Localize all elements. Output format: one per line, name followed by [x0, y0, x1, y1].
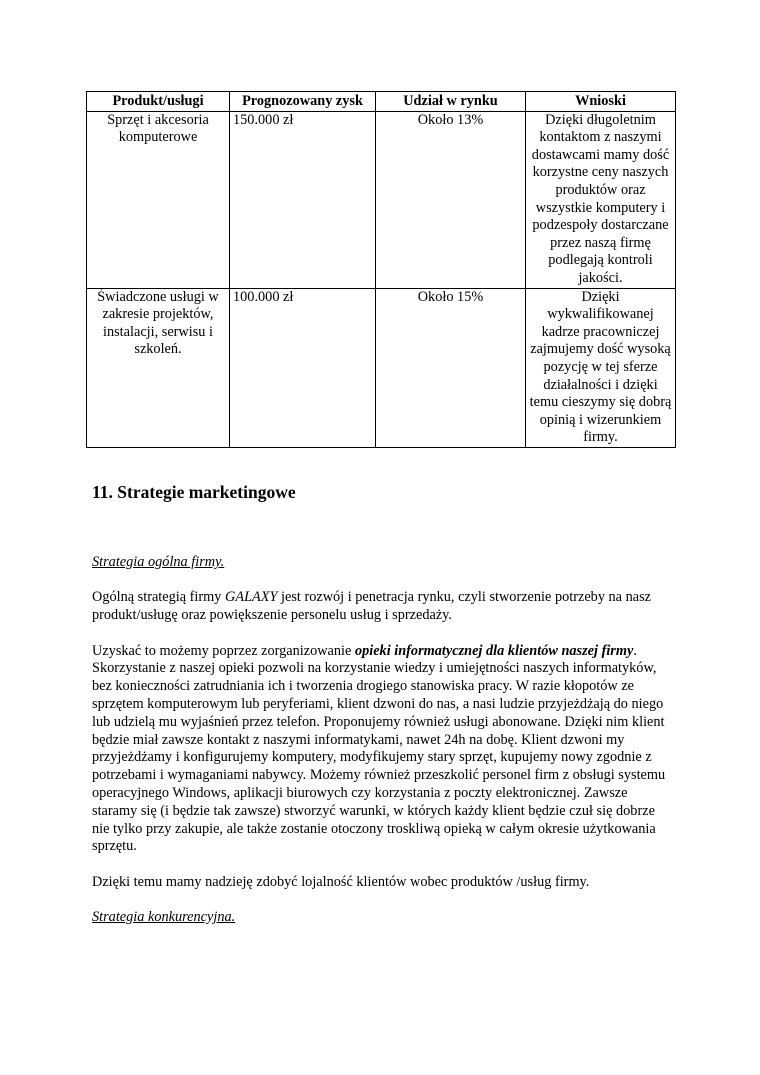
- cell-conclusion: Dzięki długoletnim kontaktom z naszymi dostawcami mamy dość korzystne ceny naszych produktów oraz wszystkie komputery i podzespoły dostarczane przez naszą firmę podlegają kontroli jakości.: [526, 111, 676, 288]
- cell-profit: 150.000 zł: [230, 111, 376, 288]
- brand-name: GALAXY: [225, 589, 278, 606]
- subheading-competitive-strategy: Strategia konkurencyjna.: [92, 909, 236, 926]
- paragraph-general-strategy: Ogólną strategią firmy GALAXY jest rozwój i penetracja rynku, czyli stworzenie potrzeby na nasz produkt/usługę oraz powiększenie personelu usług i sprzedaży.: [92, 589, 652, 624]
- header-conclusions: Wnioski: [526, 92, 676, 112]
- paragraph-loyalty: Dzięki temu mamy nadzieję zdobyć lojalność klientów wobec produktów /usług firmy.: [92, 873, 590, 890]
- table-row: [87, 111, 676, 288]
- cell-product: Sprzęt i akcesoria komputerowe: [87, 111, 230, 288]
- header-share: Udział w rynku: [376, 92, 526, 112]
- cell-product: Świadczone usługi w zakresie projektów, instalacji, serwisu i szkoleń.: [87, 288, 230, 447]
- table-header-row: [87, 92, 676, 112]
- section-heading: 11. Strategie marketingowe: [92, 482, 296, 502]
- paragraph-it-care: Uzyskać to możemy poprzez zorganizowanie opieki informatycznej dla klientów naszej firmy. Skorzystanie z naszej opieki pozwoli na korzystanie wiedzy i umiejętności naszych informatyków, bez konieczności zatrudniania ich i tworzenia drogiego stanowiska pracy. W razie kłopotów ze sprzętem komputerowym lub peryferiami, klient dzwoni do nas, a nasi ludzie przyjeżdżają do niego lub udzielą mu wyjaśnień przez telefon. Proponujemy również usługi abonowane. Dzięki nim klient będzie miał zawsze kontakt z naszymi informatykami, nawet 24h na dobę. Klient dzwoni my przyjeżdżamy i konfigurujemy komputery, modyfikujemy stary sprzęt, kupujemy nowy zgodnie z potrzebami i wymaganiami nabywcy. Możemy również przeszkolić personel firm z obsługi systemu operacyjnego Windows, aplikacji biurowych czy korzystania z poczty elektronicznej. Zawsze staramy się (i będzie tak zawsze) stworzyć warunki, w których każdy klient będzie czuł się dobrze nie tylko przy zakupie, ale także zostanie otoczony troskliwą opieką w całym okresie użytkowania sprzętu.: [92, 642, 666, 855]
- table-row: [87, 288, 676, 447]
- section-body: [92, 554, 667, 945]
- header-profit: Prognozowany zysk: [230, 92, 376, 112]
- subheading-general-strategy: Strategia ogólna firmy.: [92, 554, 225, 570]
- emphasis-it-care: opieki informatycznej dla klientów naszej firmy: [354, 642, 634, 659]
- header-product: Produkt/usługi: [87, 92, 230, 112]
- forecast-table: [86, 91, 676, 448]
- cell-profit: 100.000 zł: [230, 288, 376, 447]
- cell-share: Około 13%: [376, 111, 526, 288]
- cell-share: Około 15%: [376, 288, 526, 447]
- cell-conclusion: Dzięki wykwalifikowanej kadrze pracowniczej zajmujemy dość wysoką pozycję w tej sferze działalności i dzięki temu cieszymy się dobrą opinią i wizerunkiem firmy.: [526, 288, 676, 447]
